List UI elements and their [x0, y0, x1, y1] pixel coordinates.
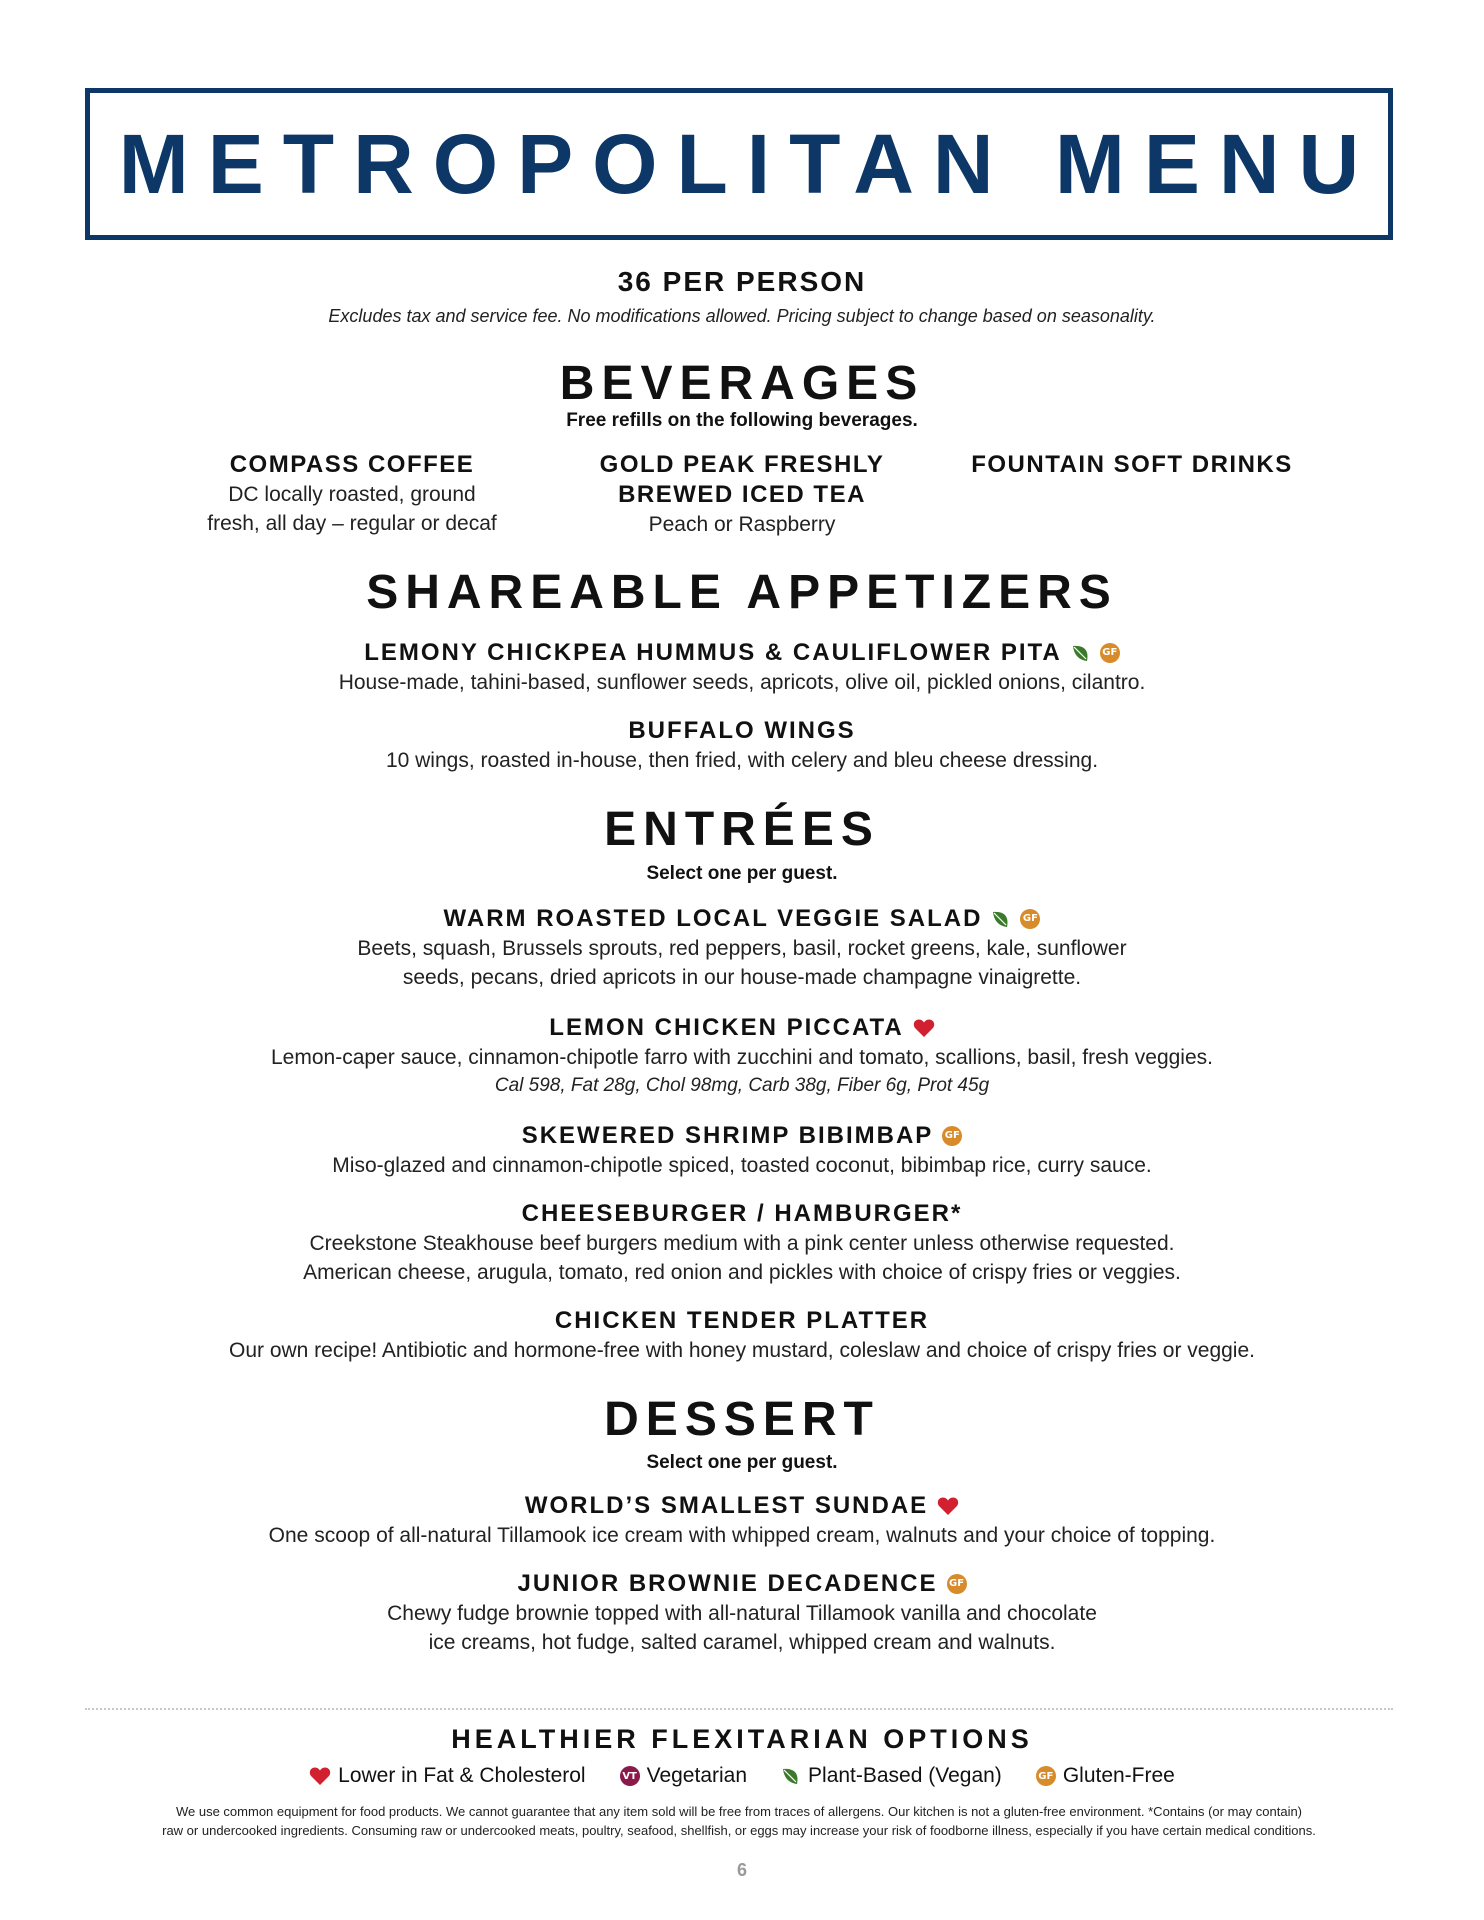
- item-title: [517, 1569, 966, 1599]
- legend-heading: HEALTHIER FLEXITARIAN OPTIONS: [451, 1724, 1033, 1754]
- legend: [0, 1764, 1484, 1788]
- item-description: Chewy fudge brownie topped with all-natural Tillamook vanilla and chocolate: [387, 1602, 1097, 1625]
- appetizers-heading: SHAREABLE APPETIZERS: [366, 566, 1118, 619]
- price-per-person: 36 PER PERSON: [617, 266, 867, 297]
- item-description: American cheese, arugula, tomato, red onion and pickles with choice of crispy fries or veggies.: [303, 1261, 1181, 1284]
- title-box: [85, 88, 1393, 240]
- item-description: Our own recipe! Antibiotic and hormone-free with honey mustard, coleslaw and choice of crispy fries or veggie.: [228, 1339, 1255, 1362]
- vegan-leaf-icon: [781, 1766, 801, 1786]
- item-description: seeds, pecans, dried apricots in our house-made champagne vinaigrette.: [402, 966, 1082, 989]
- item-title: [522, 1199, 963, 1229]
- vegan-leaf-icon: [1071, 643, 1091, 663]
- item-title: [444, 904, 1041, 934]
- gluten-free-icon: GF: [942, 1126, 962, 1146]
- beverage-name: GOLD PEAK FRESHLY: [599, 451, 885, 478]
- beverages-subheading: Free refills on the following beverages.: [566, 410, 918, 431]
- item-description: One scoop of all-natural Tillamook ice cream with whipped cream, walnuts and your choice of topping.: [268, 1524, 1216, 1547]
- dessert-heading: DESSERT: [604, 1393, 880, 1446]
- beverage-name: COMPASS COFFEE: [229, 451, 475, 478]
- gluten-free-icon: GF: [1100, 643, 1120, 663]
- disclaimer-line: raw or undercooked ingredients. Consuming raw or undercooked meats, poultry, seafood, shellfish, or eggs may increase your risk of foodborne illness, especially if you have certain medical conditions.: [162, 1823, 1316, 1838]
- beverage-name: BREWED ICED TEA: [618, 481, 866, 508]
- beverage-item: [932, 450, 1332, 480]
- menu-item: [0, 716, 1484, 775]
- item-name: CHEESEBURGER / HAMBURGER*: [521, 1200, 963, 1227]
- menu-item: [0, 1491, 1484, 1550]
- legend-label: Lower in Fat & Cholesterol: [338, 1764, 586, 1787]
- menu-item: [0, 1569, 1484, 1657]
- dessert-subheading: Select one per guest.: [646, 1452, 838, 1473]
- item-name: WORLD’S SMALLEST SUNDAE: [524, 1492, 929, 1519]
- item-title: [555, 1306, 929, 1336]
- item-title: [628, 716, 855, 746]
- item-description: Beets, squash, Brussels sprouts, red peppers, basil, rocket greens, kale, sunflower: [357, 937, 1127, 960]
- legend-label: Plant-Based (Vegan): [808, 1764, 1002, 1787]
- menu-item: [0, 638, 1484, 697]
- heart-icon: [937, 1496, 959, 1516]
- page-number: 6: [736, 1860, 747, 1880]
- entrees-subheading: Select one per guest.: [646, 863, 838, 884]
- menu-item: [0, 1121, 1484, 1180]
- legend-item: [1036, 1764, 1175, 1788]
- disclaimer-line: We use common equipment for food products. We cannot guarantee that any item sold will be free from traces of allergens. Our kitchen is not a gluten-free environment. *Contains (or may contain): [175, 1804, 1303, 1819]
- item-description: Lemon-caper sauce, cinnamon-chipotle farro with zucchini and tomato, scallions, basil, fresh veggies.: [271, 1046, 1213, 1069]
- legend-item: [620, 1764, 747, 1788]
- item-description: House-made, tahini-based, sunflower seeds, apricots, olive oil, pickled onions, cilantro.: [338, 671, 1146, 694]
- item-name: JUNIOR BROWNIE DECADENCE: [517, 1570, 938, 1597]
- item-nutrition: Cal 598, Fat 28g, Chol 98mg, Carb 38g, Fiber 6g, Prot 45g: [494, 1075, 990, 1096]
- item-name: SKEWERED SHRIMP BIBIMBAP: [521, 1122, 934, 1149]
- beverage-desc: Peach or Raspberry: [648, 513, 836, 536]
- item-description: 10 wings, roasted in-house, then fried, with celery and bleu cheese dressing.: [385, 749, 1099, 772]
- item-name: WARM ROASTED LOCAL VEGGIE SALAD: [443, 905, 983, 932]
- item-name: CHICKEN TENDER PLATTER: [554, 1307, 930, 1334]
- gluten-free-icon: GF: [1020, 909, 1040, 929]
- item-name: BUFFALO WINGS: [628, 717, 856, 744]
- item-title: [364, 638, 1120, 668]
- vegan-leaf-icon: [991, 909, 1011, 929]
- item-title: [522, 1121, 963, 1151]
- allergen-disclaimer: [85, 1802, 1393, 1840]
- gluten-free-icon: GF: [947, 1574, 967, 1594]
- beverage-item: [542, 450, 942, 539]
- entrees-heading: ENTRÉES: [604, 803, 880, 856]
- item-description: Miso-glazed and cinnamon-chipotle spiced, toasted coconut, bibimbap rice, curry sauce.: [332, 1154, 1152, 1177]
- beverage-desc: DC locally roasted, ground: [228, 483, 476, 506]
- gluten-free-icon: GF: [1036, 1766, 1056, 1786]
- legend-label: Vegetarian: [646, 1764, 748, 1787]
- item-title: [549, 1013, 934, 1043]
- menu-item: [0, 1199, 1484, 1287]
- menu-item: [0, 904, 1484, 992]
- legend-item: [309, 1764, 585, 1788]
- vegetarian-icon: VT: [620, 1766, 640, 1786]
- item-name: LEMONY CHICKPEA HUMMUS & CAULIFLOWER PITA: [364, 639, 1062, 666]
- price-note: Excludes tax and service fee. No modifications allowed. Pricing subject to change based on seasonality.: [328, 306, 1156, 326]
- item-title: [525, 1491, 959, 1521]
- beverage-item: [152, 450, 552, 538]
- legend-label: Gluten-Free: [1062, 1764, 1175, 1787]
- menu-item: [0, 1013, 1484, 1100]
- beverage-desc: fresh, all day – regular or decaf: [207, 512, 497, 535]
- item-description: Creekstone Steakhouse beef burgers medium with a pink center unless otherwise requested.: [309, 1232, 1175, 1255]
- beverages-heading: BEVERAGES: [559, 357, 925, 410]
- item-name: LEMON CHICKEN PICCATA: [549, 1014, 904, 1041]
- heart-icon: [913, 1018, 935, 1038]
- heart-icon: [309, 1766, 331, 1786]
- menu-title: METROPOLITAN MENU: [118, 116, 1379, 211]
- dotted-divider: [85, 1708, 1393, 1710]
- item-description: ice creams, hot fudge, salted caramel, whipped cream and walnuts.: [428, 1631, 1056, 1654]
- beverage-name: FOUNTAIN SOFT DRINKS: [971, 451, 1293, 478]
- legend-item: [781, 1764, 1002, 1788]
- menu-item: [0, 1306, 1484, 1365]
